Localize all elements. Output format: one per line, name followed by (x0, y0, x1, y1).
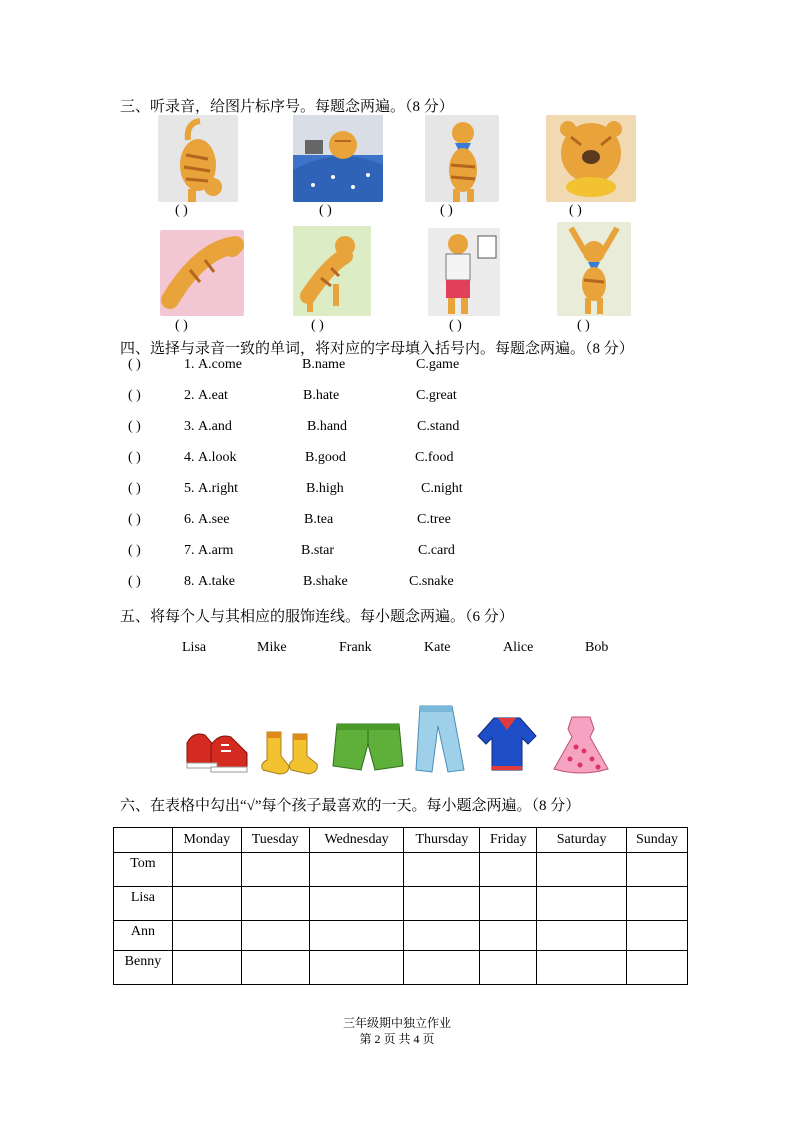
question-number: 8. (184, 574, 195, 589)
section3-answer-blank[interactable]: ( ) (577, 318, 590, 333)
check-cell[interactable] (241, 921, 309, 951)
option-a: A.see (198, 512, 230, 527)
check-cell[interactable] (480, 853, 537, 887)
day-header: Friday (480, 828, 537, 853)
tiger-bending-over-picture (158, 115, 238, 202)
person-name[interactable]: Frank (339, 640, 372, 655)
answer-blank[interactable]: ( ) (128, 388, 141, 403)
child-name: Ann (114, 921, 173, 951)
person-name[interactable]: Mike (257, 640, 287, 655)
check-cell[interactable] (309, 887, 404, 921)
question-number: 4. (184, 450, 195, 465)
option-c: C.snake (409, 574, 454, 589)
day-header: Thursday (404, 828, 480, 853)
check-cell[interactable] (627, 951, 688, 985)
tiger-in-bed-picture (293, 115, 383, 202)
favorite-day-table (113, 827, 688, 985)
question-number: 3. (184, 419, 195, 434)
table-row (114, 921, 688, 951)
check-cell[interactable] (480, 887, 537, 921)
page-number: 第 2 页 共 4 页 (359, 1032, 435, 1046)
option-c: C.tree (417, 512, 451, 527)
option-c: C.food (415, 450, 454, 465)
option-c: C.card (418, 543, 455, 558)
check-cell[interactable] (172, 853, 241, 887)
answer-blank[interactable]: ( ) (128, 543, 141, 558)
option-b: B.good (305, 450, 346, 465)
day-header: Wednesday (309, 828, 404, 853)
section3-answer-blank[interactable]: ( ) (440, 203, 453, 218)
answer-blank[interactable]: ( ) (128, 450, 141, 465)
option-a: A.arm (198, 543, 234, 558)
check-cell[interactable] (480, 921, 537, 951)
answer-blank[interactable]: ( ) (128, 419, 141, 434)
dress-picture[interactable] (550, 715, 612, 775)
answer-blank[interactable]: ( ) (128, 574, 141, 589)
option-c: C.great (416, 388, 457, 403)
day-header: Sunday (627, 828, 688, 853)
answer-blank[interactable]: ( ) (128, 481, 141, 496)
option-b: B.hate (303, 388, 340, 403)
socks-picture[interactable] (259, 730, 321, 776)
option-a: A.take (198, 574, 235, 589)
check-cell[interactable] (537, 887, 627, 921)
question-number: 6. (184, 512, 195, 527)
section3-answer-blank[interactable]: ( ) (175, 203, 188, 218)
child-name: Lisa (114, 887, 173, 921)
section3-answer-blank[interactable]: ( ) (319, 203, 332, 218)
option-b: B.star (301, 543, 335, 558)
check-cell[interactable] (537, 921, 627, 951)
answer-blank[interactable]: ( ) (128, 512, 141, 527)
option-c: C.game (416, 357, 460, 372)
table-row (114, 951, 688, 985)
option-b: B.hand (307, 419, 348, 434)
check-cell[interactable] (404, 853, 480, 887)
child-name: Tom (114, 853, 173, 887)
option-a: A.eat (198, 388, 228, 403)
section4-heading: 四、选择与录音一致的单词，将对应的字母填入括号内。每题念两遍。（8 分） (120, 341, 634, 357)
check-cell[interactable] (627, 853, 688, 887)
section3-answer-blank[interactable]: ( ) (311, 318, 324, 333)
jeans-picture[interactable] (412, 704, 468, 774)
option-b: B.name (302, 357, 346, 372)
section3-answer-blank[interactable]: ( ) (449, 318, 462, 333)
shorts-picture[interactable] (331, 720, 405, 774)
check-cell[interactable] (172, 951, 241, 985)
check-cell[interactable] (480, 951, 537, 985)
section6-heading: 六、在表格中勾出“√”每个孩子最喜欢的一天。每小题念两遍。（8 分） (120, 798, 581, 814)
tiger-leaping-picture (160, 230, 244, 316)
day-header: Saturday (537, 828, 627, 853)
option-c: C.stand (417, 419, 460, 434)
tiger-dressed-up-picture (428, 228, 500, 316)
answer-blank[interactable]: ( ) (128, 357, 141, 372)
section3-answer-blank[interactable]: ( ) (175, 318, 188, 333)
check-cell[interactable] (627, 921, 688, 951)
check-cell[interactable] (404, 887, 480, 921)
person-name[interactable]: Alice (503, 640, 534, 655)
question-number: 7. (184, 543, 195, 558)
check-cell[interactable] (172, 921, 241, 951)
person-name[interactable]: Lisa (182, 640, 207, 655)
tiger-walking-picture (293, 226, 371, 316)
question-number: 5. (184, 481, 195, 496)
tiger-standing-with-scarf-picture (425, 115, 499, 202)
option-c: C.night (421, 481, 463, 496)
check-cell[interactable] (309, 853, 404, 887)
check-cell[interactable] (627, 887, 688, 921)
table-row (114, 887, 688, 921)
option-a: A.right (198, 481, 239, 496)
check-cell[interactable] (537, 951, 627, 985)
check-cell[interactable] (404, 951, 480, 985)
section3-answer-blank[interactable]: ( ) (569, 203, 582, 218)
check-cell[interactable] (241, 951, 309, 985)
check-cell[interactable] (241, 853, 309, 887)
check-cell[interactable] (309, 951, 404, 985)
option-b: B.tea (304, 512, 334, 527)
tiger-arms-raised-picture (557, 222, 631, 316)
person-name[interactable]: Bob (585, 640, 609, 655)
sneakers-picture[interactable] (183, 715, 251, 775)
option-a: A.and (198, 419, 232, 434)
option-b: B.shake (303, 574, 348, 589)
check-cell[interactable] (241, 887, 309, 921)
section3-heading: 三、听录音，给图片标序号。每题念两遍。（8 分） (120, 99, 454, 115)
table-row (114, 853, 688, 887)
option-a: A.look (198, 450, 237, 465)
option-a: A.come (198, 357, 242, 372)
question-number: 2. (184, 388, 195, 403)
day-header: Tuesday (241, 828, 309, 853)
sweater-picture[interactable] (476, 714, 538, 774)
check-cell[interactable] (172, 887, 241, 921)
person-name[interactable]: Kate (424, 640, 451, 655)
tiger-face-closeup-picture (546, 115, 636, 202)
check-cell[interactable] (309, 921, 404, 951)
option-b: B.high (306, 481, 344, 496)
footer-title: 三年级期中独立作业 (342, 1016, 451, 1030)
check-cell[interactable] (537, 853, 627, 887)
check-cell[interactable] (404, 921, 480, 951)
table-corner (114, 828, 173, 853)
section5-heading: 五、将每个人与其相应的服饰连线。每小题念两遍。（6 分） (120, 609, 514, 625)
question-number: 1. (184, 357, 195, 372)
day-header: Monday (172, 828, 241, 853)
child-name: Benny (114, 951, 173, 985)
